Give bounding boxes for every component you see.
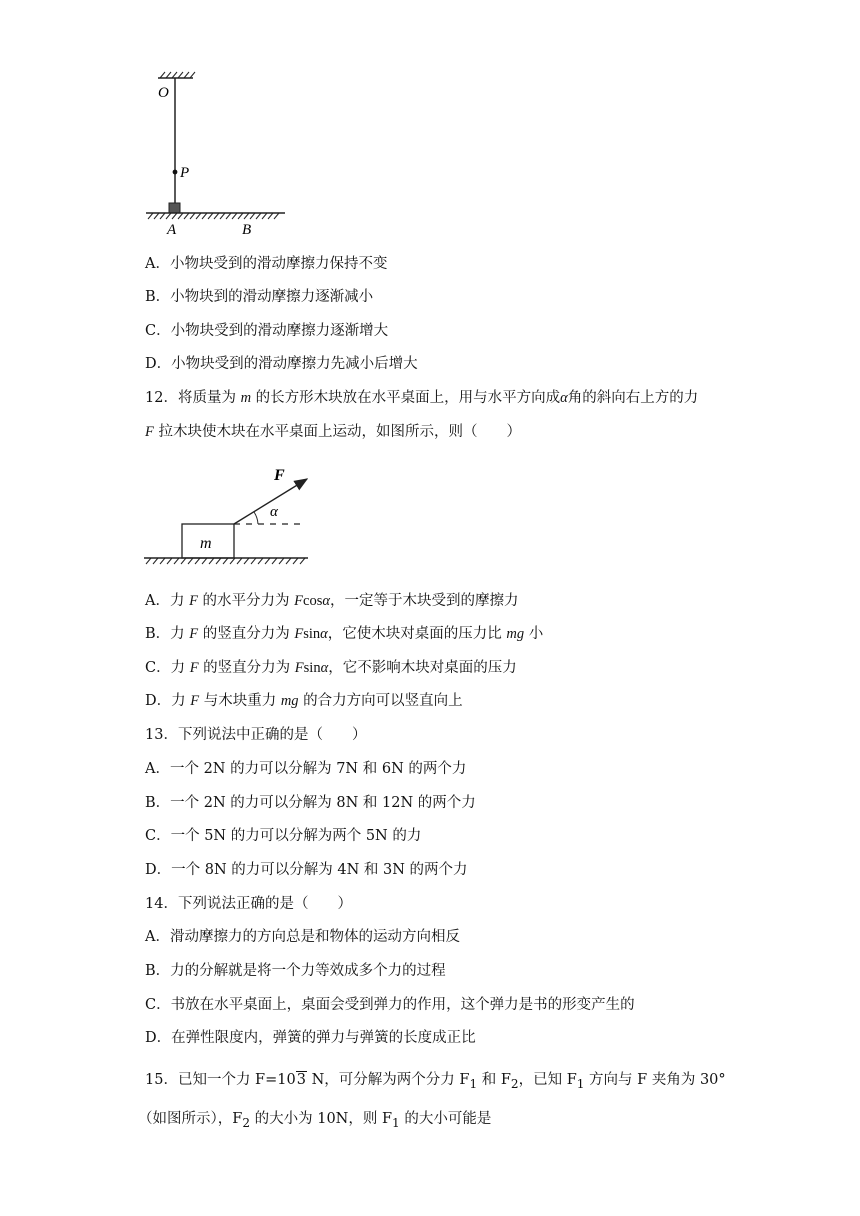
q14-option-d: D．在弹性限度内，弹簧的弹力与弹簧的长度成正比 <box>145 1030 476 1046</box>
q14-option-c: C．书放在水平桌面上，桌面会受到弹力的作用，这个弹力是书的形变产生的 <box>145 997 635 1013</box>
q13-option-d: D．一个 8N 的力可以分解为 4N 和 3N 的两个力 <box>145 862 468 878</box>
q12-stem-line1: 12．将质量为 m 的长方形木块放在水平桌面上，用与水平方向成α角的斜向右上方的力 <box>145 390 699 406</box>
q12-option-c: C．力 F 的竖直分力为 Fsinα，它不影响木块对桌面的压力 <box>145 660 517 676</box>
q14-option-b: B．力的分解就是将一个力等效成多个力的过程 <box>145 963 446 979</box>
sqrt-sign: 3 <box>296 1072 306 1088</box>
q13-option-c: C．一个 5N 的力可以分解为两个 5N 的力 <box>145 828 422 844</box>
q13-option-b: B．一个 2N 的力可以分解为 8N 和 12N 的两个力 <box>145 795 476 811</box>
block-force-figure <box>140 458 320 568</box>
label-B: B <box>242 222 252 238</box>
label-O: O <box>158 85 169 101</box>
q11-option-a: A．小物块受到的滑动摩擦力保持不变 <box>145 256 388 272</box>
q15-stem-line2: （如图所示），$F_2$ 的大小为 10N，则 $F_1$ 的大小可能是 <box>138 1111 492 1130</box>
q13-option-a: A．一个 2N 的力可以分解为 7N 和 6N 的两个力 <box>145 761 467 777</box>
q14-option-a: A．滑动摩擦力的方向总是和物体的运动方向相反 <box>145 929 460 945</box>
q11-option-c: C．小物块受到的滑动摩擦力逐渐增大 <box>145 323 389 339</box>
label-alpha: α <box>270 504 278 520</box>
q12-option-b: B．力 F 的竖直分力为 Fsinα，它使木块对桌面的压力比 mg 小 <box>145 626 544 642</box>
q12-option-a: A．力 F 的水平分力为 Fcosα，一定等于木块受到的摩擦力 <box>145 593 519 609</box>
q14-stem: 14．下列说法正确的是（ ） <box>145 896 352 912</box>
q15-stem-line1: 15．已知一个力 F=103 N，可分解为两个分力 $F_1$ 和 $F_2$，已知 $F_1$ 方向与 F 夹角为 30° <box>145 1072 726 1091</box>
q11-option-b: B．小物块到的滑动摩擦力逐渐减小 <box>145 289 374 305</box>
q11-option-d: D．小物块受到的滑动摩擦力先减小后增大 <box>145 356 418 372</box>
label-A: A <box>167 222 177 238</box>
label-F: F <box>274 467 285 484</box>
q12-option-d: D．力 F 与木块重力 mg 的合力方向可以竖直向上 <box>145 693 463 709</box>
q12-stem-line2: F 拉木块使木块在水平桌面上运动，如图所示，则（ ） <box>145 424 521 440</box>
q13-stem: 13．下列说法中正确的是（ ） <box>145 727 367 743</box>
label-P: P <box>180 165 190 181</box>
label-m: m <box>200 535 212 552</box>
rod-figure <box>140 68 320 238</box>
